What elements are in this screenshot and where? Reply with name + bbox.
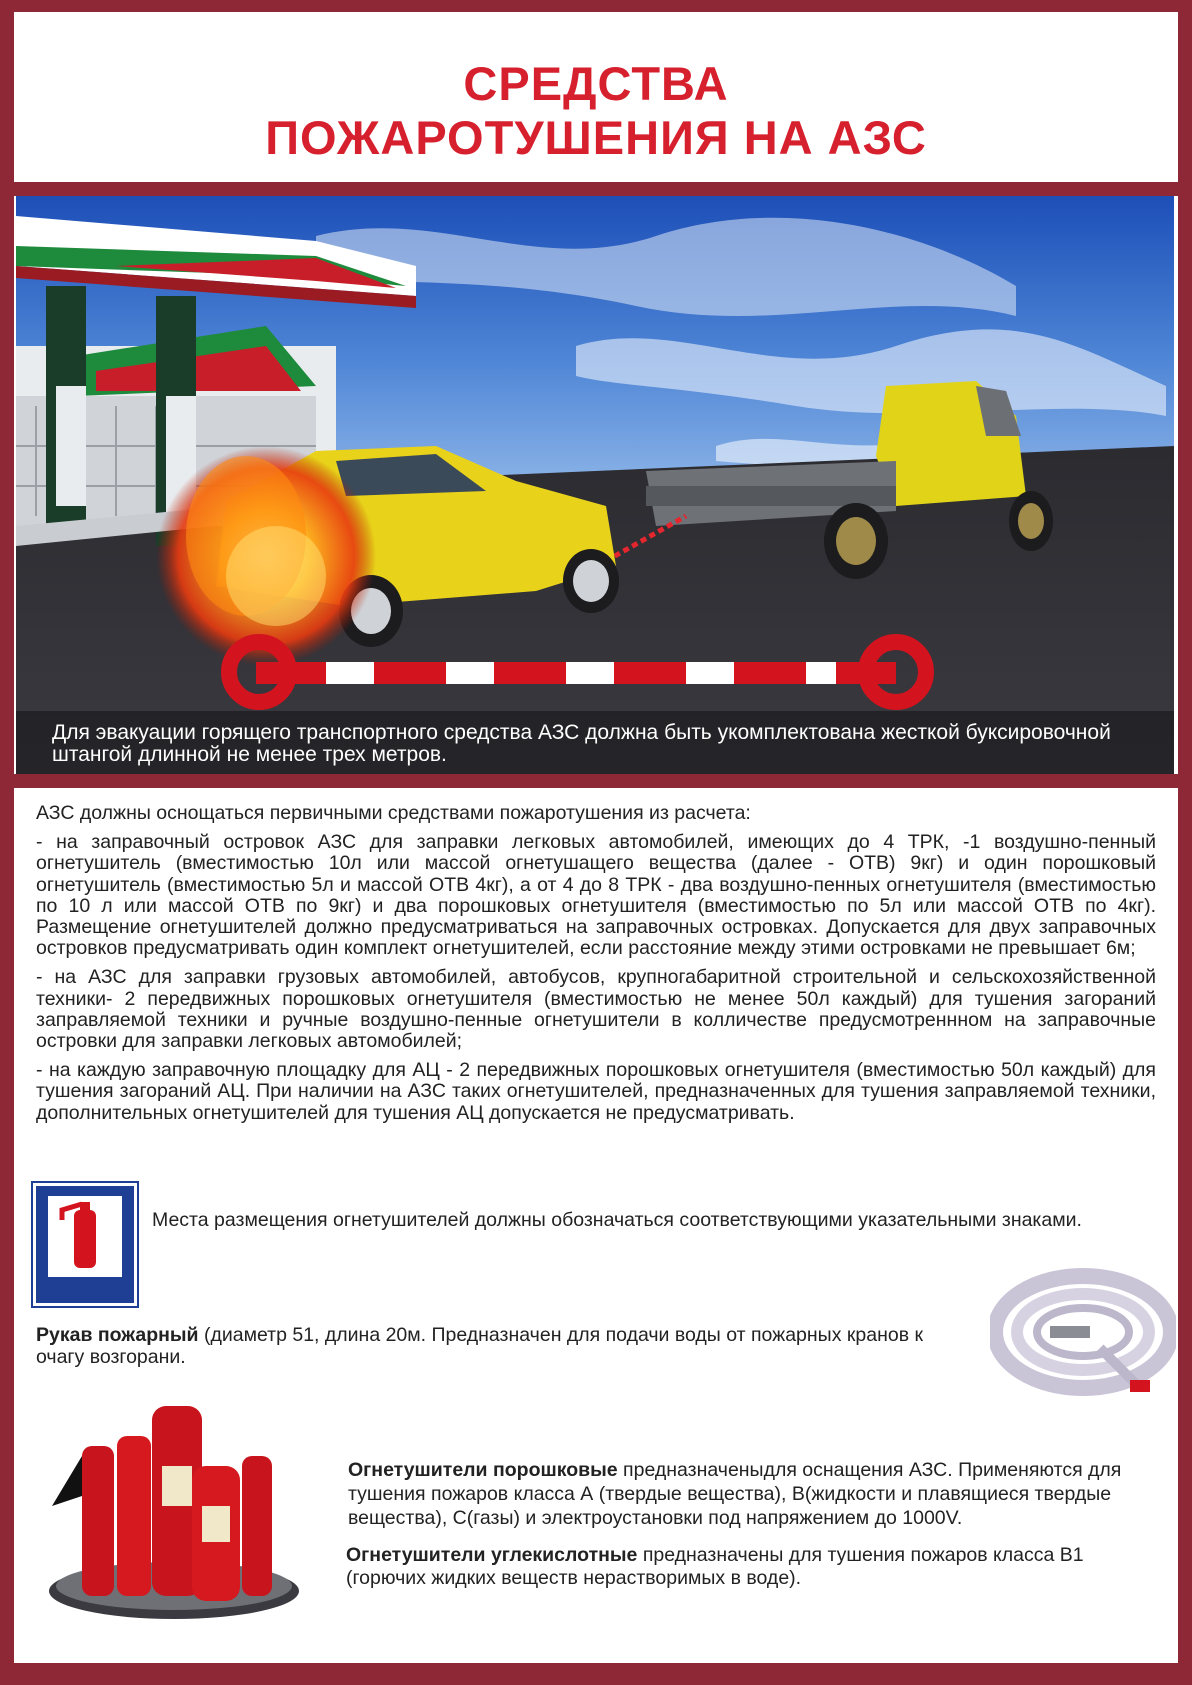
fire-hose-image: [990, 1268, 1176, 1408]
divider-bottom: [14, 774, 1178, 788]
extinguisher-sign: [33, 1183, 137, 1306]
requirement-2: - на АЗС для заправки грузовых автомобилей, автобусов, крупногабаритной строительной и сельскохозяйственной техники- 2 передвижных порошковых огнетушителя (вместимостью не менее 50л каждый) для тушения загораний заправляемой техники и ручные воздушно-пенные огнетушители в колличестве предусмотреннном на заправочные островки для заправки легковых автомобилей;: [36, 966, 1156, 1053]
extinguisher-icon: [48, 1196, 122, 1277]
hose-description: [36, 1324, 976, 1368]
requirement-1: - на заправочный островок АЗС для заправки легковых автомобилей, имеющих до 4 ТРК, -1 воздушно-пенный огнетушитель (вместимостью 10л или массой огнетушащего вещества (далее - ОТВ) 9кг) и один порошковый огнетушитель (вместимостью 5л и массой ОТВ 4кг), а от 4 до 8 ТРК - два воздушно-пенных огнетушителя (вместимостью по 10 л или массой ОТВ по 9кг) и два порошковых огнетушителя (вместимостью по 5л или массой ОТВ по 4кг). Размещение огнетушителей должно предусматриваться на заправочных островках. Допускается для двух заправочных островков предусматривать один комплект огнетушителей, если расстояние между этими островками не превышает 6м;: [36, 831, 1156, 960]
title-line-1: СРЕДСТВА: [463, 57, 729, 110]
requirement-3: - на каждую заправочную площадку для АЦ - 2 передвижных порошковых огнетушителя (вместимостью 50л каждый) для тушения загораний АЦ. При наличии на АЗС таких огнетушителей, предназначенных для тушения заправляемой техники, дополнительных огнетушителей для тушения АЦ допускается не предусматривать.: [36, 1059, 1156, 1124]
title-line-2: ПОЖАРОТУШЕНИЯ НА АЗС: [265, 111, 927, 164]
requirements-text: [36, 803, 1156, 1132]
powder-extinguisher-description: [348, 1458, 1128, 1530]
gas-station-illustration: [16, 196, 1174, 774]
co2-title: Огнетушители углекислотные: [346, 1544, 638, 1566]
divider-top: [14, 182, 1178, 196]
powder-text: предназначеныдля оснащения АЗС. Применяются для тушения пожаров класса А (твердые вещества), В(жидкости и плавящиеся твердые вещества), С(газы) и электроустановки под напряжением до 1000V.: [348, 1459, 1122, 1529]
sign-panel: [48, 1196, 122, 1277]
hose-title: Рукав пожарный: [36, 1324, 199, 1346]
title-box: [16, 28, 1176, 182]
sign-description: Места размещения огнетушителей должны обозначаться соответствующими указательными знаками.: [152, 1209, 1082, 1231]
extinguishers-image: [42, 1396, 307, 1631]
hose-text: (диаметр 51, длина 20м. Предназначен для подачи воды от пожарных кранов к очагу возгорани.: [36, 1324, 923, 1368]
intro-paragraph: АЗС должны оснощаться первичными средствами пожаротушения из расчета:: [36, 802, 751, 824]
powder-title: Огнетушители порошковые: [348, 1459, 618, 1481]
illustration-caption: Для эвакуации горящего транспортного средства АЗС должна быть укомплектована жесткой буксировочной штангой длинной не менее трех метров.: [52, 721, 1111, 766]
co2-text: предназначены для тушения пожаров класса В1 (горючих жидких веществ нерастворимых в воде).: [346, 1544, 1084, 1589]
bottom-frame: [0, 1663, 1192, 1685]
co2-extinguisher-description: [346, 1544, 1126, 1590]
